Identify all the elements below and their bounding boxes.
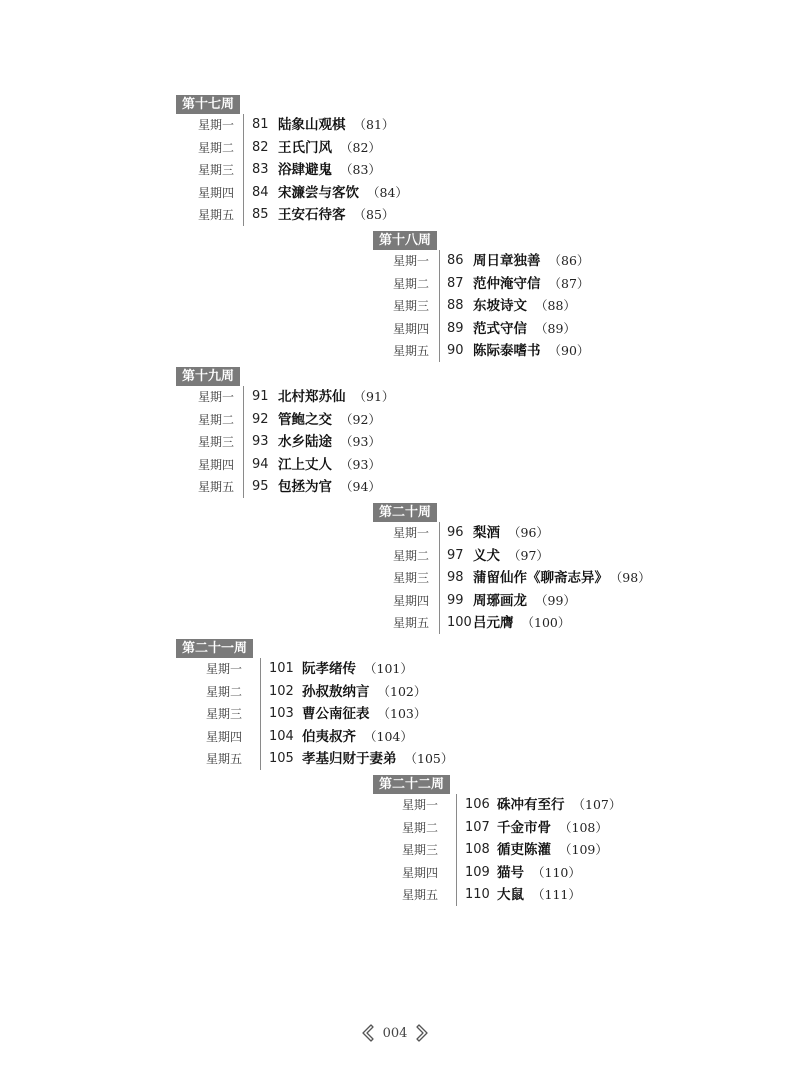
entry-title[interactable]: 硃冲有至行 （107） <box>497 797 622 813</box>
week-label: 第二十二周 <box>373 775 450 794</box>
entry-number: 105 <box>269 751 294 766</box>
entry-title[interactable]: 王安石待客 （85） <box>278 207 395 223</box>
weekday-label: 星期四 <box>392 321 429 336</box>
weekday-label: 星期四 <box>205 729 242 744</box>
page-reference: （98） <box>616 570 651 585</box>
divider-line <box>439 250 440 362</box>
weekday-label: 星期五 <box>205 752 242 766</box>
entry-title[interactable]: 周日章独善 （86） <box>473 253 590 269</box>
page-reference: （99） <box>535 592 576 608</box>
entry-title[interactable]: 孙叔敖纳言 （102） <box>302 683 427 700</box>
entry-title[interactable]: 王氏门风 （82） <box>278 139 381 156</box>
divider-line <box>243 386 244 498</box>
weekday-label: 星期三 <box>392 571 429 585</box>
page-reference: （94） <box>340 479 381 494</box>
entry-number: 83 <box>252 162 269 177</box>
week-label: 第二十周 <box>373 503 437 522</box>
divider-line <box>243 114 244 226</box>
left-arrow-icon <box>360 1024 376 1042</box>
entry-number: 108 <box>465 842 490 857</box>
weekday-label: 星期四 <box>392 593 429 608</box>
page-reference: （96） <box>508 525 549 540</box>
page-reference: （107） <box>572 797 622 812</box>
page-reference: （87） <box>548 275 590 291</box>
entry-number: 98 <box>447 570 464 585</box>
weekday-label: 星期三 <box>392 299 429 313</box>
page-reference: （85） <box>353 207 395 222</box>
weekday-label: 星期三 <box>205 707 242 721</box>
entry-number: 110 <box>465 887 490 902</box>
entry-title[interactable]: 大鼠 （111） <box>497 887 581 903</box>
entry-number: 103 <box>269 706 294 721</box>
weekday-label: 星期一 <box>401 798 438 812</box>
page-reference: （88） <box>535 298 576 313</box>
weekday-label: 星期一 <box>197 390 234 404</box>
entry-title[interactable]: 义犬 （97） <box>473 547 549 564</box>
entry-number: 92 <box>252 411 269 427</box>
page-reference: （83） <box>340 162 381 177</box>
entry-title[interactable]: 千金市骨 （108） <box>497 819 608 836</box>
entry-number: 93 <box>252 434 269 449</box>
page-reference: （103） <box>377 706 427 721</box>
weekday-label: 星期五 <box>401 888 438 902</box>
weekday-label: 星期三 <box>197 163 234 177</box>
entry-title[interactable]: 包拯为官 （94） <box>278 479 381 495</box>
week-label: 第十八周 <box>373 231 437 250</box>
page-reference: （104） <box>364 728 413 744</box>
weekday-label: 星期一 <box>205 662 242 676</box>
entry-number: 96 <box>447 525 464 540</box>
weekday-label: 星期三 <box>197 435 234 449</box>
entry-number: 86 <box>447 253 464 268</box>
entry-title[interactable]: 管鲍之交 （92） <box>278 411 381 428</box>
page-reference: （86） <box>548 253 590 268</box>
page-reference: （93） <box>340 434 381 449</box>
page-reference: （109） <box>559 842 608 857</box>
entry-number: 104 <box>269 728 294 744</box>
weekday-label: 星期二 <box>401 820 438 835</box>
entry-title[interactable]: 北村郑苏仙 （91） <box>278 389 395 405</box>
entry-number: 100 <box>447 615 472 630</box>
weekday-label: 星期五 <box>197 208 234 222</box>
weekday-label: 星期二 <box>205 684 242 699</box>
entry-number: 94 <box>252 456 269 472</box>
weekday-label: 星期五 <box>197 480 234 494</box>
weekday-label: 星期三 <box>401 843 438 857</box>
entry-title[interactable]: 猫号 （110） <box>497 864 581 881</box>
weekday-label: 星期二 <box>197 412 234 427</box>
page-reference: （100） <box>521 615 571 630</box>
entry-number: 90 <box>447 343 464 358</box>
page-reference: （110） <box>532 864 581 880</box>
entry-number: 97 <box>447 547 464 563</box>
entry-title[interactable]: 循吏陈灌 （109） <box>497 842 608 858</box>
entry-number: 107 <box>465 819 490 835</box>
page-reference: （102） <box>377 683 427 699</box>
entry-number: 84 <box>252 184 269 200</box>
entry-title[interactable]: 东坡诗文 （88） <box>473 298 576 314</box>
page-reference: （81） <box>353 117 395 132</box>
page-reference: （84） <box>367 184 408 200</box>
page-reference: （92） <box>340 411 381 427</box>
entry-number: 101 <box>269 661 294 676</box>
weekday-label: 星期二 <box>392 548 429 563</box>
page-reference: （90） <box>548 343 590 358</box>
entry-title[interactable]: 范式守信 （89） <box>473 320 576 337</box>
divider-line <box>260 658 261 770</box>
entry-title[interactable]: 陈际泰嗜书 （90） <box>473 343 590 359</box>
entry-title[interactable]: 梨酒 （96） <box>473 525 549 541</box>
weekday-label: 星期四 <box>401 865 438 880</box>
entry-number: 88 <box>447 298 464 313</box>
page-reference: （111） <box>532 887 581 902</box>
entry-title[interactable]: 蒲留仙作《聊斋志异》 （98） <box>473 570 651 586</box>
page-reference: （97） <box>508 547 549 563</box>
page-reference: （108） <box>559 819 608 835</box>
week-label: 第十九周 <box>176 367 240 386</box>
divider-line <box>456 794 457 906</box>
weekday-label: 星期一 <box>197 118 234 132</box>
entry-number: 91 <box>252 389 269 404</box>
entry-number: 109 <box>465 864 490 880</box>
entry-number: 102 <box>269 683 294 699</box>
page-number: 004 <box>382 1025 408 1041</box>
page-reference: （101） <box>364 661 413 676</box>
entry-title[interactable]: 浴肆避鬼 （83） <box>278 162 381 178</box>
entry-title[interactable]: 曹公南征表 （103） <box>302 706 427 722</box>
entry-title[interactable]: 阮孝绪传 （101） <box>302 661 413 677</box>
weekday-label: 星期四 <box>197 185 234 200</box>
week-label: 第十七周 <box>176 95 240 114</box>
entry-number: 106 <box>465 797 490 812</box>
page-reference: （105） <box>404 751 454 766</box>
entry-title[interactable]: 水乡陆途 （93） <box>278 434 381 450</box>
page-reference: （82） <box>340 139 381 155</box>
entry-title[interactable]: 吕元膺 （100） <box>473 615 571 631</box>
week-label: 第二十一周 <box>176 639 253 658</box>
entry-number: 81 <box>252 117 269 132</box>
weekday-label: 星期二 <box>197 140 234 155</box>
weekday-label: 星期五 <box>392 616 429 630</box>
entry-title[interactable]: 孝基归财于妻弟 （105） <box>302 751 454 767</box>
page-reference: （93） <box>340 456 381 472</box>
entry-title[interactable]: 江上丈人 （93） <box>278 456 381 473</box>
entry-title[interactable]: 伯夷叔齐 （104） <box>302 728 413 745</box>
page-reference: （89） <box>535 320 576 336</box>
weekday-label: 星期四 <box>197 457 234 472</box>
right-arrow-icon <box>414 1024 430 1042</box>
entry-number: 89 <box>447 320 464 336</box>
page-footer <box>0 1024 790 1042</box>
entry-title[interactable]: 周琊画龙 （99） <box>473 592 576 609</box>
weekday-label: 星期二 <box>392 276 429 291</box>
entry-number: 95 <box>252 479 269 494</box>
entry-number: 87 <box>447 275 464 291</box>
divider-line <box>439 522 440 634</box>
entry-number: 82 <box>252 139 269 155</box>
weekday-label: 星期一 <box>392 254 429 268</box>
weekday-label: 星期一 <box>392 526 429 540</box>
entry-number: 99 <box>447 592 464 608</box>
weekday-label: 星期五 <box>392 344 429 358</box>
entry-number: 85 <box>252 207 269 222</box>
entry-title[interactable]: 陆象山观棋 （81） <box>278 117 395 133</box>
entry-title[interactable]: 宋濂尝与客饮 （84） <box>278 184 408 201</box>
page-reference: （91） <box>353 389 395 404</box>
entry-title[interactable]: 范仲淹守信 （87） <box>473 275 590 292</box>
